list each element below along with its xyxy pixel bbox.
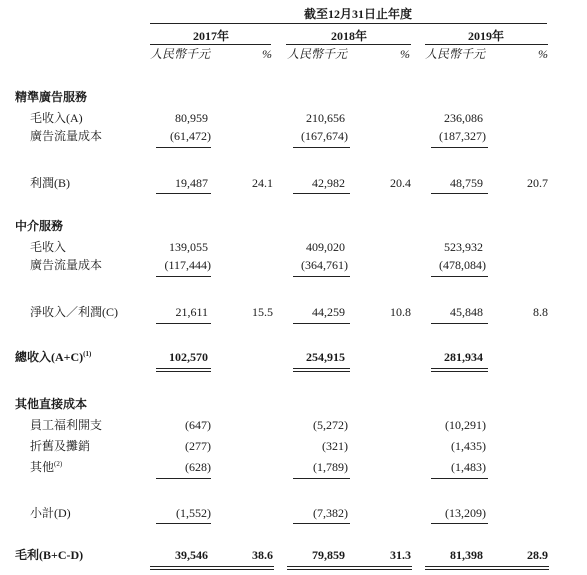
cell-value: (1,483) (451, 460, 486, 474)
double-rule (293, 368, 350, 372)
row-label: 廣告流量成本 (30, 129, 103, 143)
double-rule (287, 566, 412, 570)
cell-value: 281,934 (444, 350, 483, 364)
cell-value: 523,932 (444, 240, 483, 254)
section-title-other-costs: 其他直接成本 (15, 397, 88, 411)
cell-value: 39,546 (175, 548, 208, 562)
year-2019-heading: 2019年 (467, 29, 505, 43)
pct-label-2018: % (400, 47, 410, 61)
cell-value: (321) (322, 439, 348, 453)
cell-value: 19,487 (175, 176, 208, 190)
gross-profit-label: 毛利(B+C-D) (15, 548, 84, 562)
row-label: 毛收入 (30, 240, 67, 254)
cell-value: (478,084) (439, 258, 486, 272)
cell-value: 210,656 (306, 111, 345, 125)
cell-value: (364,761) (301, 258, 348, 272)
cell-value: 48,759 (450, 176, 483, 190)
cell-value: 254,915 (306, 350, 345, 364)
pct-label-2019: % (538, 47, 548, 61)
cell-value: 21,611 (175, 305, 208, 319)
total-rule (156, 323, 211, 324)
cell-pct: 20.7 (527, 176, 548, 190)
row-label-others (30, 461, 62, 473)
cell-value: (1,789) (313, 460, 348, 474)
row-label: 利潤(B) (30, 176, 70, 190)
cell-pct: 8.8 (533, 305, 548, 319)
cell-value: (167,674) (301, 129, 348, 143)
cell-value: (277) (185, 439, 211, 453)
row-label: 小計(D) (30, 506, 71, 520)
row-label: 淨收入／利潤(C) (30, 305, 118, 319)
cell-value: (187,327) (439, 129, 486, 143)
cell-value: 236,086 (444, 111, 483, 125)
subtotal-rule (293, 478, 350, 479)
row-label: 折舊及攤銷 (30, 439, 91, 453)
cell-value: 42,982 (312, 176, 345, 190)
total-rule (293, 193, 350, 194)
cell-value: (628) (185, 460, 211, 474)
subtotal-rule (293, 523, 350, 524)
double-rule (425, 566, 549, 570)
period-heading: 截至12月31日止年度 (303, 7, 413, 21)
double-rule (156, 368, 211, 372)
total-revenue-text: 總收入(A+C) (15, 350, 84, 364)
total-rule (431, 193, 488, 194)
cell-pct: 38.6 (252, 548, 273, 562)
subtotal-rule (156, 523, 211, 524)
subtotal-rule (431, 276, 488, 277)
cell-value: 139,055 (169, 240, 208, 254)
year-2018-heading: 2018年 (330, 29, 368, 43)
subtotal-rule (156, 147, 211, 148)
year-2018-underline (286, 44, 411, 45)
footnote-marker: (2) (54, 460, 63, 468)
cell-value: 409,020 (306, 240, 345, 254)
cell-value: (5,272) (313, 418, 348, 432)
unit-label-2019: 人民幣千元 (425, 47, 486, 61)
subtotal-rule (293, 147, 350, 148)
row-label-text: 其他 (30, 460, 55, 474)
cell-value: (61,472) (170, 129, 211, 143)
cell-value: 102,570 (169, 350, 208, 364)
section-title-agency: 中介服務 (15, 219, 64, 233)
cell-value: (647) (185, 418, 211, 432)
cell-value: (10,291) (445, 418, 486, 432)
cell-value: 79,859 (312, 548, 345, 562)
year-2017-heading: 2017年 (192, 29, 230, 43)
cell-pct: 10.8 (390, 305, 411, 319)
total-rule (156, 193, 211, 194)
total-rule (431, 323, 488, 324)
year-2019-underline (425, 44, 548, 45)
subtotal-rule (156, 478, 211, 479)
subtotal-rule (431, 147, 488, 148)
total-revenue-label (15, 351, 91, 363)
cell-value: 81,398 (450, 548, 483, 562)
unit-label-2017: 人民幣千元 (150, 47, 211, 61)
subtotal-rule (156, 276, 211, 277)
cell-value: 45,848 (450, 305, 483, 319)
cell-value: (117,444) (164, 258, 211, 272)
cell-value: (7,382) (313, 506, 348, 520)
cell-pct: 24.1 (252, 176, 273, 190)
cell-pct: 20.4 (390, 176, 411, 190)
subtotal-rule (293, 276, 350, 277)
double-rule (431, 368, 488, 372)
cell-value: 44,259 (312, 305, 345, 319)
subtotal-rule (431, 523, 488, 524)
period-underline (150, 23, 547, 24)
footnote-marker: (1) (83, 350, 92, 358)
row-label: 毛收入(A) (30, 111, 83, 125)
year-2017-underline (150, 44, 271, 45)
section-title-precision: 精準廣告服務 (15, 90, 88, 104)
cell-value: (1,435) (451, 439, 486, 453)
pct-label-2017: % (262, 47, 272, 61)
unit-label-2018: 人民幣千元 (287, 47, 348, 61)
total-rule (293, 323, 350, 324)
cell-value: (13,209) (445, 506, 486, 520)
cell-pct: 28.9 (527, 548, 548, 562)
cell-value: 80,959 (175, 111, 208, 125)
subtotal-rule (431, 478, 488, 479)
double-rule (150, 566, 274, 570)
row-label: 廣告流量成本 (30, 258, 103, 272)
row-label: 員工福利開支 (30, 418, 103, 432)
cell-pct: 31.3 (390, 548, 411, 562)
cell-pct: 15.5 (252, 305, 273, 319)
cell-value: (1,552) (176, 506, 211, 520)
